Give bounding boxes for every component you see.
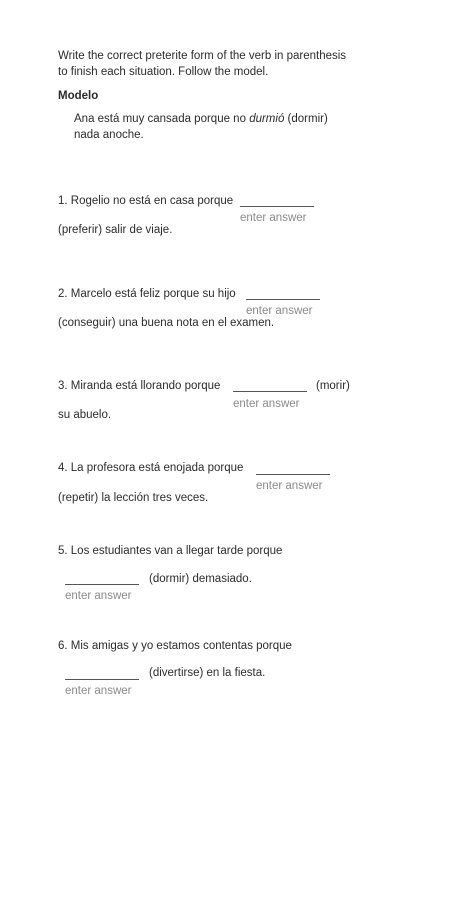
question-2-text: 2. Marcelo está feliz porque su hijo (58, 288, 236, 300)
model-example-line-2: nada anoche. (74, 129, 144, 141)
question-3-text: 3. Miranda está llorando porque (58, 380, 221, 392)
question-4-continuation: (repetir) la lección tres veces. (58, 492, 209, 504)
model-verb: durmió (249, 113, 285, 125)
answer-placeholder-6: enter answer (65, 685, 132, 697)
question-2-continuation: (conseguir) una buena nota en el examen. (58, 317, 275, 329)
model-example-line-1: Ana está muy cansada porque no durmió (dormir) (74, 113, 328, 125)
question-1-text: 1. Rogelio no está en casa porque (58, 195, 234, 207)
question-4-text: 4. La profesora está enojada porque (58, 462, 244, 474)
question-5-verb-hint: (dormir) demasiado. (149, 573, 252, 585)
answer-input-1[interactable] (240, 197, 314, 207)
answer-input-6[interactable] (65, 670, 139, 680)
answer-input-4[interactable] (256, 465, 330, 475)
instructions (58, 48, 346, 80)
instructions-line-2: to finish each situation. Follow the model. (58, 66, 269, 78)
answer-placeholder-2: enter answer (246, 305, 313, 317)
answer-placeholder-5: enter answer (65, 590, 132, 602)
model-heading: Modelo (58, 90, 99, 102)
answer-placeholder-3: enter answer (233, 398, 300, 410)
answer-placeholder-4: enter answer (256, 480, 323, 492)
question-3-continuation: su abuelo. (58, 409, 112, 421)
question-6-text: 6. Mis amigas y yo estamos contentas porque (58, 640, 292, 652)
answer-input-3[interactable] (233, 382, 307, 392)
answer-input-2[interactable] (246, 290, 320, 300)
instructions-line-1: Write the correct preterite form of the verb in parenthesis (58, 50, 347, 62)
question-3-verb-hint: (morir) (316, 380, 350, 392)
model-example (74, 111, 328, 143)
question-1-continuation: (preferir) salir de viaje. (58, 224, 173, 236)
answer-input-5[interactable] (65, 575, 139, 585)
question-5-text: 5. Los estudiantes van a llegar tarde porque (58, 545, 283, 557)
answer-placeholder-1: enter answer (240, 212, 307, 224)
question-6-verb-hint: (divertirse) en la fiesta. (149, 667, 266, 679)
